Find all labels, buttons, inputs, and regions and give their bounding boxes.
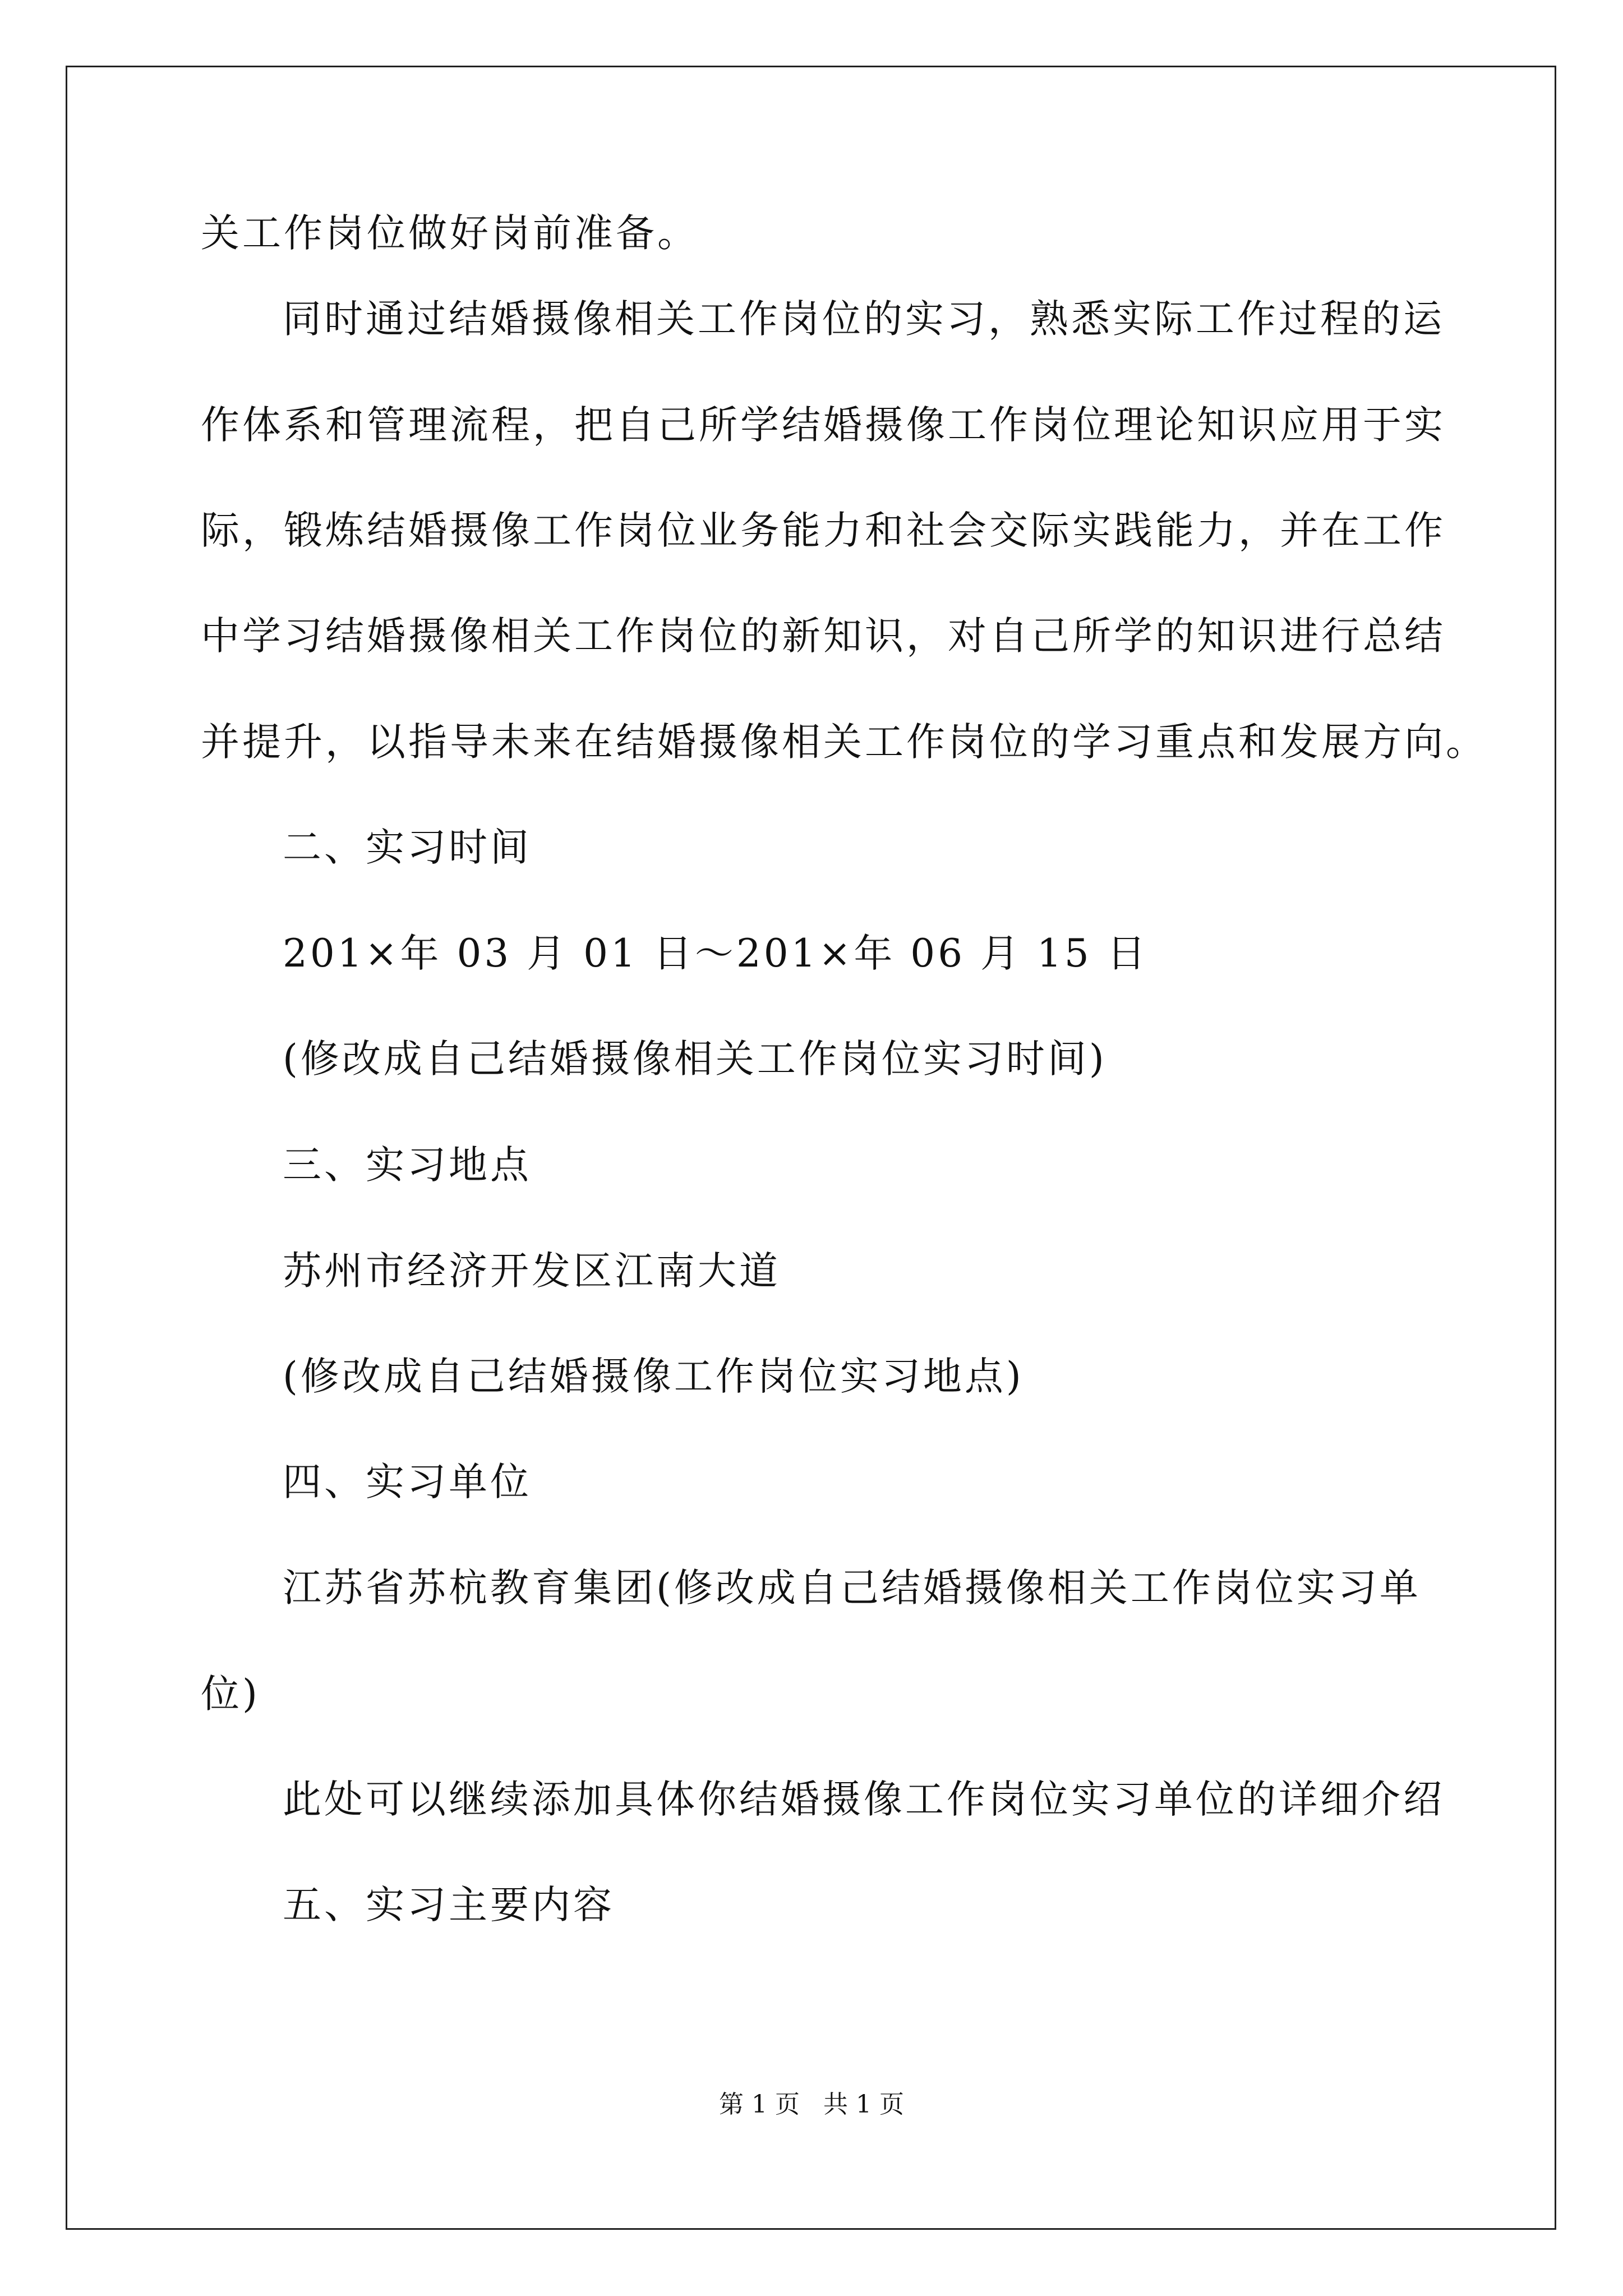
internship-unit-line-2: 位) xyxy=(201,1672,260,1717)
body-line-1: 关工作岗位做好岗前准备。 xyxy=(201,211,699,256)
section-heading-unit: 四、实习单位 xyxy=(283,1460,532,1504)
unit-detail-note: 此处可以继续添加具体你结婚摄像工作岗位实习单位的详细介绍 xyxy=(283,1777,1445,1822)
internship-location: 苏州市经济开发区江南大道 xyxy=(283,1249,781,1294)
paragraph-line-3: 际，锻炼结婚摄像工作岗位业务能力和社会交际实践能力，并在工作 xyxy=(201,508,1446,553)
section-heading-location: 三、实习地点 xyxy=(283,1143,532,1188)
location-note: (修改成自己结婚摄像工作岗位实习地点) xyxy=(283,1354,1024,1399)
internship-dates: 201×年 03 月 01 日～201×年 06 月 15 日 xyxy=(283,931,1149,976)
paragraph-line-5: 并提升，以指导未来在结婚摄像相关工作岗位的学习重点和发展方向。 xyxy=(201,720,1487,765)
dates-note: (修改成自己结婚摄像相关工作岗位实习时间) xyxy=(283,1037,1107,1082)
internship-unit-line-1: 江苏省苏杭教育集团(修改成自己结婚摄像相关工作岗位实习单 xyxy=(283,1566,1421,1611)
page-number-footer: 第 1 页 共 1 页 xyxy=(719,2090,904,2119)
section-heading-time: 二、实习时间 xyxy=(283,825,532,870)
paragraph-line-1: 同时通过结婚摄像相关工作岗位的实习，熟悉实际工作过程的运 xyxy=(283,297,1445,342)
paragraph-line-2: 作体系和管理流程，把自己所学结婚摄像工作岗位理论知识应用于实 xyxy=(201,403,1446,448)
paragraph-line-4: 中学习结婚摄像相关工作岗位的新知识，对自己所学的知识进行总结 xyxy=(201,614,1446,659)
section-heading-content: 五、实习主要内容 xyxy=(283,1883,615,1927)
